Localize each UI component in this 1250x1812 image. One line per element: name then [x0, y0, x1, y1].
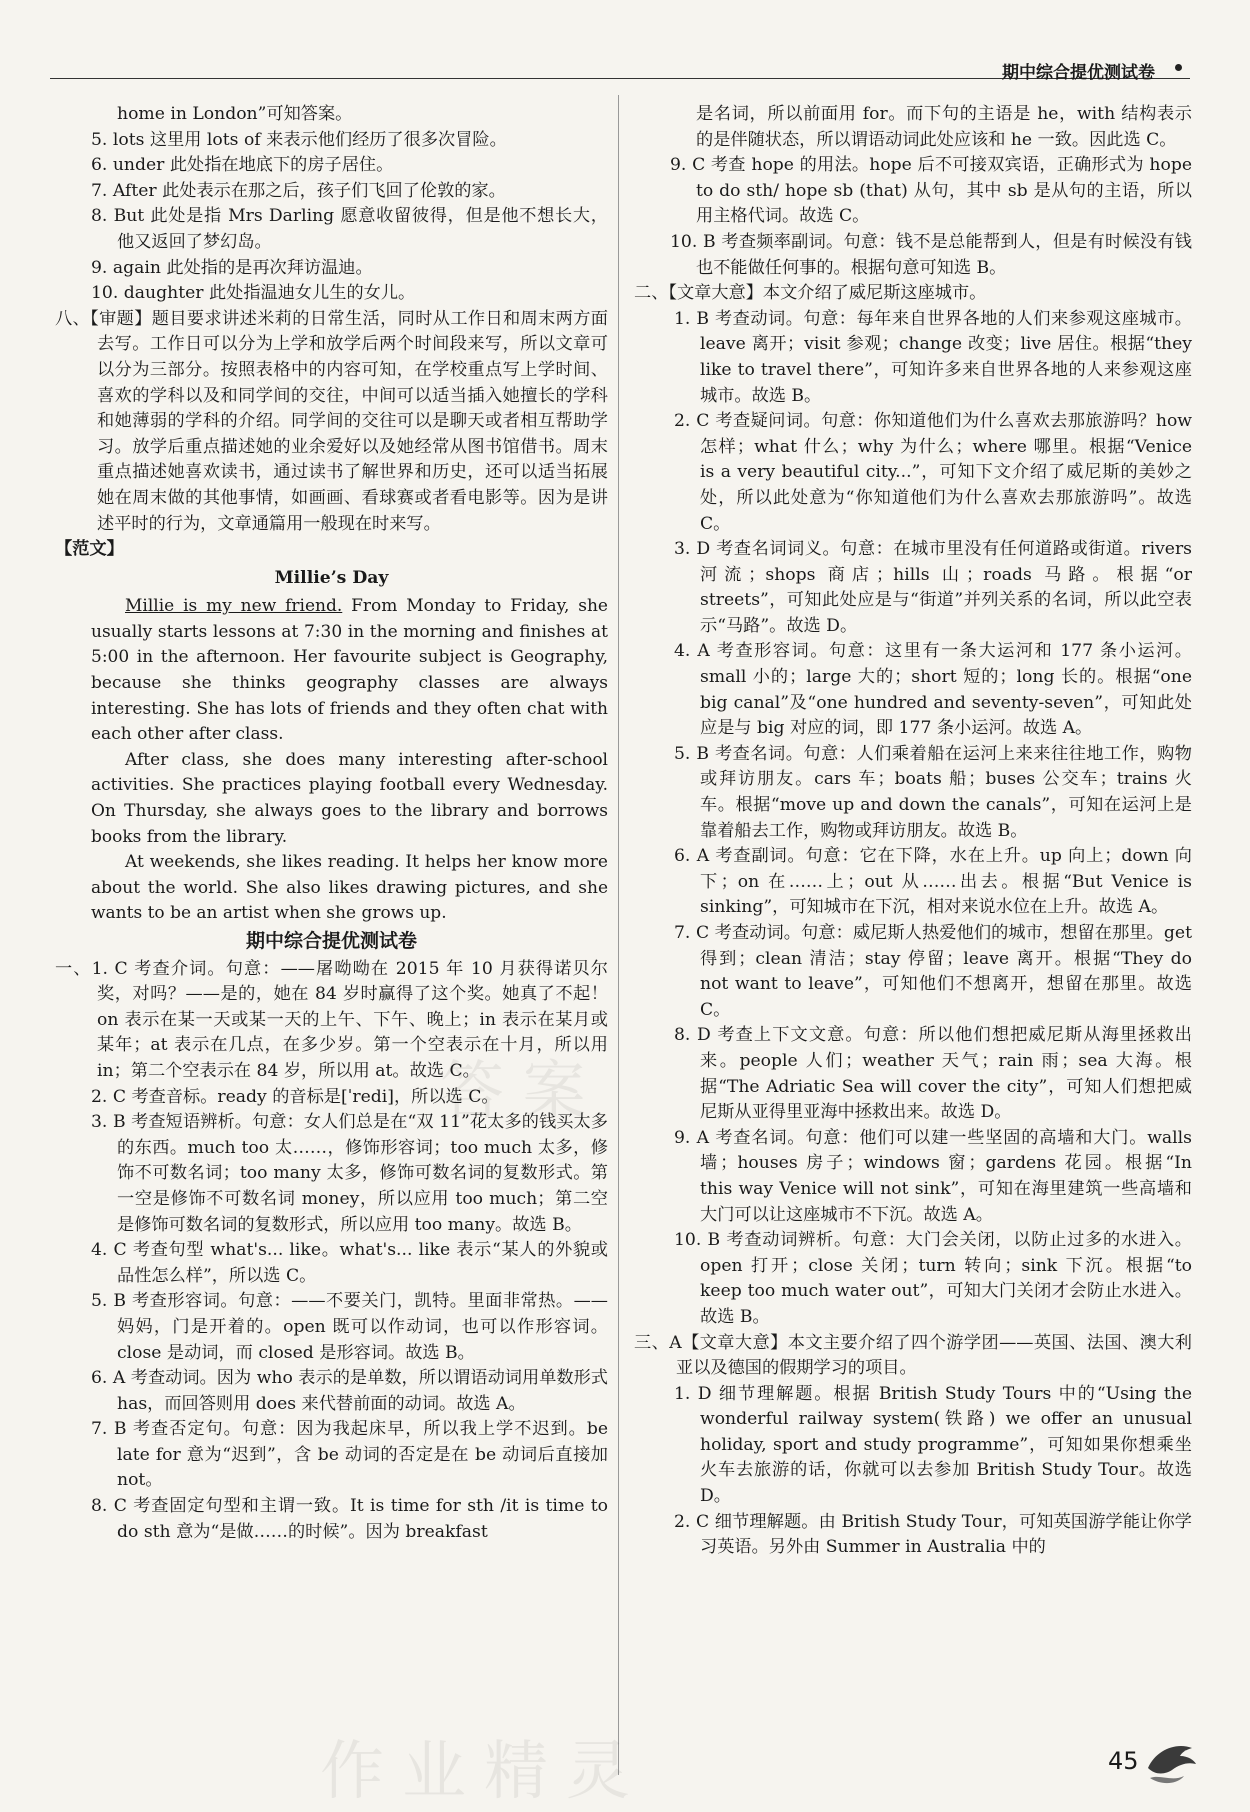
- answer-item: 4. C 考查句型 what's... like。what's... like 表示“某人的外貌或品性怎么样”，所以选 C。: [91, 1240, 608, 1286]
- essay-topic-sentence: Millie is my new friend.: [125, 596, 343, 617]
- answer-item: 三、A【文章大意】本文主要介绍了四个游学团——英国、法国、澳大利亚以及德国的假期学习的项目。: [634, 1332, 1192, 1379]
- answer-item: 二、【文章大意】本文介绍了威尼斯这座城市。: [634, 283, 987, 304]
- answer-item: 5. B 考查形容词。句意：——不要关门，凯特。里面非常热。——妈妈，门是开着的。open 既可以作动词，也可以作形容词。close 是动词，而 closed 是形容词。故选 B。: [91, 1291, 608, 1363]
- answer-item: 10. B 考查动词辨析。句意：大门会关闭，以防止过多的水进入。open 打开；close 关闭；turn 转向；sink 下沉。根据“to keep too much water out”，可知大门关闭才会防止水进入。故选 B。: [674, 1230, 1192, 1327]
- answer-item: 9. A 考查名词。句意：他们可以建一些坚固的高墙和大门。walls 墙；houses 房子；windows 窗；gardens 花园。根据“In this way Venice will not sink”，可知在海里建筑一些高墙和大门可以让这座城市不下沉。故选 A。: [674, 1127, 1192, 1225]
- page-number: 45: [1108, 1747, 1139, 1775]
- answer-item: 10. daughter 此处指温迪女儿生的女儿。: [91, 283, 416, 304]
- watermark: 作业精灵: [320, 1735, 648, 1809]
- answer-item: 3. D 考查名词词义。句意：在城市里没有任何道路或街道。rivers 河流；shops 商店；hills 山；roads 马路。根据“or streets”，可知此处应是与“街道”并列关系的名词，所以此空表示“马路”。故选 D。: [674, 539, 1192, 636]
- answer-item: 是名词，所以前面用 for。而下句的主语是 he，with 结构表示的是伴随状态，所以谓语动词此处应该和 he 一致。因此选 C。: [696, 104, 1192, 150]
- sample-essay: [55, 594, 608, 927]
- essay-paragraph: Millie is my new friend. From Monday to Friday, she usually starts lessons at 7:30 in the morning and finishes at 5:00 in the afternoon. Her favourite subject is Geography, because she thinks geography classes are always interesting. She has lots of friends and they often chat with each other after class.: [91, 596, 608, 745]
- answer-item: 5. lots 这里用 lots of 来表示他们经历了很多次冒险。: [91, 129, 507, 150]
- left-column: [55, 102, 608, 1545]
- header-bullet: [1175, 64, 1182, 71]
- answer-item: 2. C 考查疑问词。句意：你知道他们为什么喜欢去那旅游吗？how 怎样；what 什么；why 为什么；where 哪里。根据“Venice is a very beautiful city...”，可知下文介绍了威尼斯的美妙之处，所以此处意为“你知道他们为什么喜欢去那旅游吗”。故选 C。: [674, 411, 1192, 534]
- essay-paragraph: After class, she does many interesting after-school activities. She practices playing football every Wednesday. On Thursday, she always goes to the library and borrows books from the library.: [91, 749, 608, 847]
- essay-title: Millie’s Day: [274, 567, 389, 588]
- left-answer-block: [55, 102, 608, 537]
- answer-item: 一、1. C 考查介词。句意：——屠呦呦在 2015 年 10 月获得诺贝尔奖，对吗？——是的，她在 84 岁时赢得了这个奖。她真了不起！on 表示在某一天或某一天的上午、下午、晚上；in 表示在某月或某年；at 表示在几点，在多少岁。第一个空表示在十月，所以用 in；第二个空表示在 84 岁，所以用 at。故选 C。: [55, 958, 608, 1081]
- answer-item: home in London”可知答案。: [117, 104, 353, 124]
- answer-item: 7. C 考查动词。句意：威尼斯人热爱他们的城市，想留在那里。get 得到；clean 清洁；stay 停留；leave 离开。根据“They do not want to leave”，可知他们不想离开，想留在那里。故选 C。: [674, 923, 1192, 1020]
- answer-item: 8. But 此处是指 Mrs Darling 愿意收留彼得，但是他不想长大，他又返回了梦幻岛。: [91, 206, 608, 252]
- answer-item: 6. A 考查副词。句意：它在下降，水在上升。up 向上；down 向下；on 在……上；out 从……出去。根据“But Venice is sinking”，可知城市在下沉，相对来说水位在上升。故选 A。: [674, 846, 1192, 918]
- running-header: 期中综合提优测试卷: [1002, 63, 1155, 83]
- answer-item: 2. C 考查音标。ready 的音标是[ˈredi]，所以选 C。: [91, 1086, 499, 1107]
- answer-item: 9. C 考查 hope 的用法。hope 后不可接双宾语，正确形式为 hope to do sth/ hope sb (that) 从句，其中 sb 是从句的主语，所以用主格代词。故选 C。: [670, 155, 1192, 227]
- answer-item: 8. C 考查固定句型和主谓一致。It is time for sth /it is time to do sth 意为“是做……的时候”。因为 breakfast: [91, 1496, 608, 1542]
- answer-item: 8. D 考查上下文文意。句意：所以他们想把威尼斯从海里拯救出来。people 人们；weather 天气；rain 雨；sea 大海。根据“The Adriatic Sea will cover the city”，可知人们想把威尼斯从亚得里亚海中拯救出来。故选 D。: [674, 1025, 1192, 1123]
- answer-item: 1. D 细节理解题。根据 British Study Tours 中的“Using the wonderful railway system(铁路) we offer an unusual holiday, sport and study programme”，可知如果你想乘坐火车去旅游的话，你就可以去参加 British Study Tour。故选 D。: [674, 1383, 1192, 1507]
- answer-item: 6. under 此处指在地底下的房子居住。: [91, 155, 394, 176]
- column-divider: [618, 95, 619, 1775]
- answer-item: 4. A 考查形容词。句意：这里有一条大运河和 177 条小运河。small 小的；large 大的；short 短的；long 长的。根据“one big canal”及“one hundred and seventy-seven”，可知此处应是与 big 对应的词，即 177 条小运河。故选 A。: [674, 641, 1192, 739]
- answer-item: 2. C 细节理解题。由 British Study Tour，可知英国游学能让你学习英语。另外由 Summer in Australia 中的: [674, 1511, 1192, 1558]
- essay-paragraph: At weekends, she likes reading. It helps her know more about the world. She also likes drawing pictures, and she wants to be an artist when she grows up.: [91, 852, 608, 924]
- answer-item: 9. again 此处指的是再次拜访温迪。: [91, 257, 373, 278]
- dolphin-logo-icon: [1142, 1730, 1202, 1790]
- section-title: 期中综合提优测试卷: [245, 930, 417, 952]
- answer-item: 3. B 考查短语辨析。句意：女人们总是在“双 11”花太多的钱买太多的东西。much too 太……，修饰形容词；too much 太多，修饰不可数名词；too many 太多，修饰可数名词的复数形式。第一空是修饰不可数名词 money，所以应用 too much；第二空是修饰可数名词的复数形式，所以应用 too many。故选 B。: [91, 1112, 608, 1235]
- sample-essay-label: 【范文】: [55, 539, 124, 560]
- answer-item: 6. A 考查动词。因为 who 表示的是单数，所以谓语动词用单数形式 has，而回答则用 does 来代替前面的动词。故选 A。: [91, 1368, 608, 1414]
- answer-item: 八、【审题】题目要求讲述米莉的日常生活，同时从工作日和周末两方面去写。工作日可以分为上学和放学后两个时间段来写，所以文章可以分为三部分。按照表格中的内容可知，在学校重点写上学时间、喜欢的学科以及和同学间的交往，中间可以适当插入她擅长的学科和她薄弱的学科的介绍。同学间的交往可以是聊天或者相互帮助学习。放学后重点描述她的业余爱好以及她经常从图书馆借书。周末重点描述她喜欢读书，通过读书了解世界和历史，还可以适当拓展她在周末做的其他事情，如画画、看球赛或者看电影等。因为是讲述平时的行为，文章通篇用一般现在时来写。: [55, 308, 608, 534]
- answer-item: 7. B 考查否定句。句意：因为我起床早，所以我上学不迟到。be late for 意为“迟到”，含 be 动词的否定是在 be 动词后直接加 not。: [91, 1419, 608, 1491]
- answer-item: 10. B 考查频率副词。句意：钱不是总能帮到人，但是有时候没有钱也不能做任何事的。根据句意可知选 B。: [670, 231, 1192, 278]
- answer-item: 5. B 考查名词。句意：人们乘着船在运河上来来往往地工作，购物或拜访朋友。cars 车；boats 船；buses 公交车；trains 火车。根据“move up and down the canals”，可知在运河上是靠着船去工作，购物或拜访朋友。故选 B。: [674, 743, 1192, 841]
- answer-item: 7. After 此处表示在那之后，孩子们飞回了伦敦的家。: [91, 180, 506, 201]
- right-answer-block: [634, 102, 1192, 1561]
- watermark: 答案: [440, 1055, 604, 1129]
- right-column: [634, 102, 1192, 1561]
- answer-item: 1. B 考查动词。句意：每年来自世界各地的人们来参观这座城市。leave 离开；visit 参观；change 改变；live 居住。根据“they like to travel there”，可知许多来自世界各地的人来参观这座城市。故选 B。: [674, 308, 1192, 406]
